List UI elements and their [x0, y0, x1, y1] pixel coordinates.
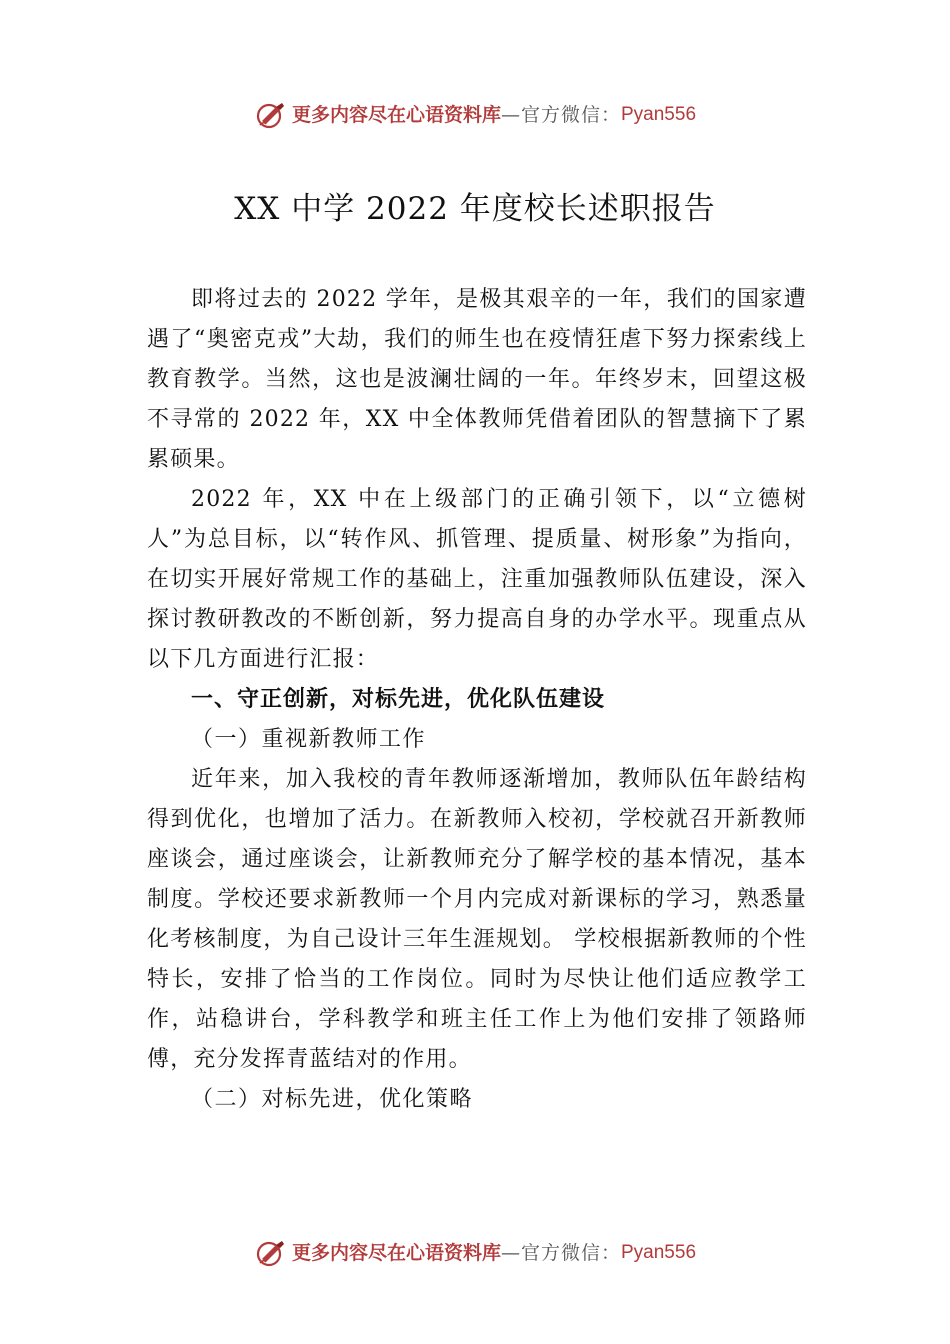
watermark-wechat-id: Pyan556: [621, 1242, 697, 1263]
watermark-text: 更多内容尽在心语资料库: [291, 1242, 501, 1264]
pen-logo-icon: [254, 101, 288, 129]
body-paragraph: 即将过去的 2022 学年，是极其艰辛的一年，我们的国家遭遇了“奥密克戎”大劫，我们的师生也在疫情狂虐下努力探索线上教育教学。当然，这也是波澜壮阔的一年。年终岁末，回望这极不寻常的 2022 年，XX 中全体教师凭借着团队的智慧摘下了累累硕果。: [147, 287, 807, 472]
subsection-heading: （二）对标先进，优化策略: [191, 1087, 474, 1112]
watermark-wechat-id: Pyan556: [621, 104, 697, 125]
watermark-text: 更多内容尽在心语资料库: [291, 104, 501, 126]
watermark-separator: —官方微信：: [500, 104, 621, 126]
watermark-banner-top: [0, 100, 950, 129]
watermark-separator: —官方微信：: [500, 1242, 621, 1264]
body-paragraph: 2022 年，XX 中在上级部门的正确引领下，以“立德树人”为总目标，以“转作风、抓管理、提质量、树形象”为指向，在切实开展好常规工作的基础上，注重加强教师队伍建设，深入探讨教研教改的不断创新，努力提高自身的办学水平。现重点从以下几方面进行汇报：: [147, 487, 807, 672]
pen-logo-icon: [254, 1239, 288, 1267]
subsection-heading: （一）重视新教师工作: [191, 727, 427, 752]
body-paragraph: 近年来，加入我校的青年教师逐渐增加，教师队伍年龄结构得到优化，也增加了活力。在新教师入校初，学校就召开新教师座谈会，通过座谈会，让新教师充分了解学校的基本情况，基本制度。学校还要求新教师一个月内完成对新课标的学习，熟悉量化考核制度，为自己设计三年生涯规划。 学校根据新教师的个性特长，安排了恰当的工作岗位。同时为尽快让他们适应教学工作，站稳讲台，学科教学和班主任工作上为他们安排了领路师傅，充分发挥青蓝结对的作用。: [147, 767, 807, 1072]
watermark-banner-bottom: [0, 1238, 950, 1267]
section-heading: 一、守正创新，对标先进，优化队伍建设: [191, 687, 606, 712]
document-title: XX 中学 2022 年度校长述职报告: [234, 191, 716, 227]
document-body: [147, 280, 807, 1120]
